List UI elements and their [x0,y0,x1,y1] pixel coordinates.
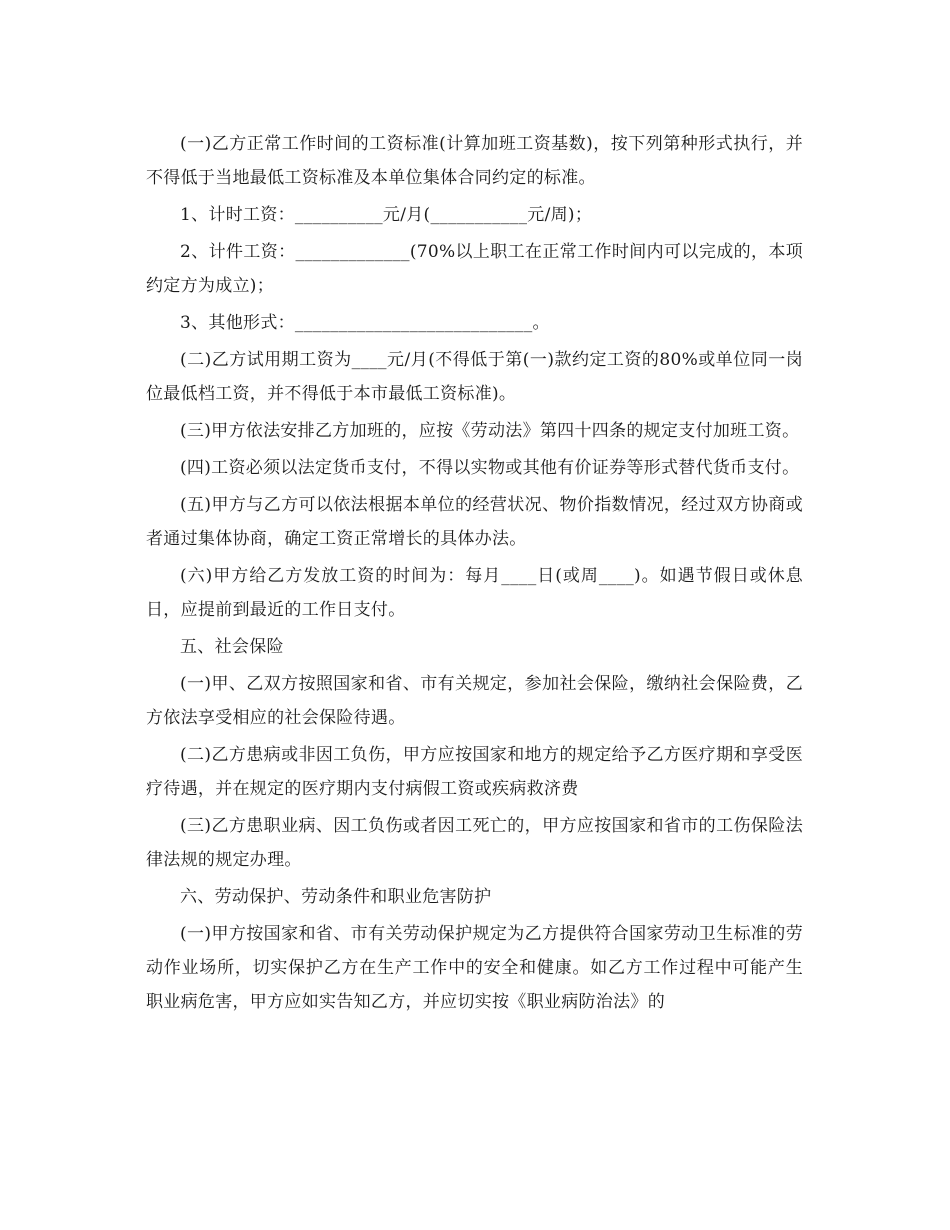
paragraph-wage-standard: (一)乙方正常工作时间的工资标准(计算加班工资基数)，按下列第种形式执行，并不得低于当地最低工资标准及本单位集体合同约定的标准。 [146,134,803,188]
paragraph-probation-wage: (二)乙方试用期工资为____元/月(不得低于第(一)款约定工资的80%或单位同一岗位最低档工资，并不得低于本市最低工资标准)。 [146,350,803,404]
paragraph-overtime: (三)甲方依法安排乙方加班的，应按《劳动法》第四十四条的规定支付加班工资。 [180,421,800,441]
paragraph-sick-leave: (二)乙方患病或非因工负伤，甲方应按国家和地方的规定给予乙方医疗期和享受医疗待遇，并在规定的医疗期内支付病假工资或疾病救济费 [146,745,803,799]
section-heading-labor-protection: 六、劳动保护、劳动条件和职业危害防护 [180,887,492,907]
paragraph-pay-date: (六)甲方给乙方发放工资的时间为：每月____日(或周____)。如遇节假日或休息日，应提前到最近的工作日支付。 [146,566,803,620]
document-body [146,127,803,1022]
paragraph-other-form: 3、其他形式：___________________________。 [180,313,550,333]
paragraph-hourly-wage: 1、计时工资：__________元/月(___________元/周)； [180,205,593,225]
paragraph-wage-growth: (五)甲方与乙方可以依法根据本单位的经营状况、物价指数情况，经过双方协商或者通过集体协商，确定工资正常增长的具体办法。 [146,495,803,549]
paragraph-currency: (四)工资必须以法定货币支付，不得以实物或其他有价证券等形式替代货币支付。 [180,458,800,478]
paragraph-work-conditions: (一)甲方按国家和省、市有关劳动保护规定为乙方提供符合国家劳动卫生标准的劳动作业场所，切实保护乙方在生产工作中的安全和健康。如乙方工作过程中可能产生职业病危害，甲方应如实告知乙方，并应切实按《职业病防治法》的 [146,924,803,1012]
section-heading-social-insurance: 五、社会保险 [180,637,284,657]
paragraph-occupational-injury: (三)乙方患职业病、因工负伤或者因工死亡的，甲方应按国家和省市的工伤保险法律法规的规定办理。 [146,816,803,870]
paragraph-piece-wage: 2、计件工资：_____________(70%以上职工在正常工作时间内可以完成的，本项约定方为成立)； [146,242,803,296]
paragraph-insurance-participation: (一)甲、乙双方按照国家和省、市有关规定，参加社会保险，缴纳社会保险费，乙方依法享受相应的社会保险待遇。 [146,674,803,728]
